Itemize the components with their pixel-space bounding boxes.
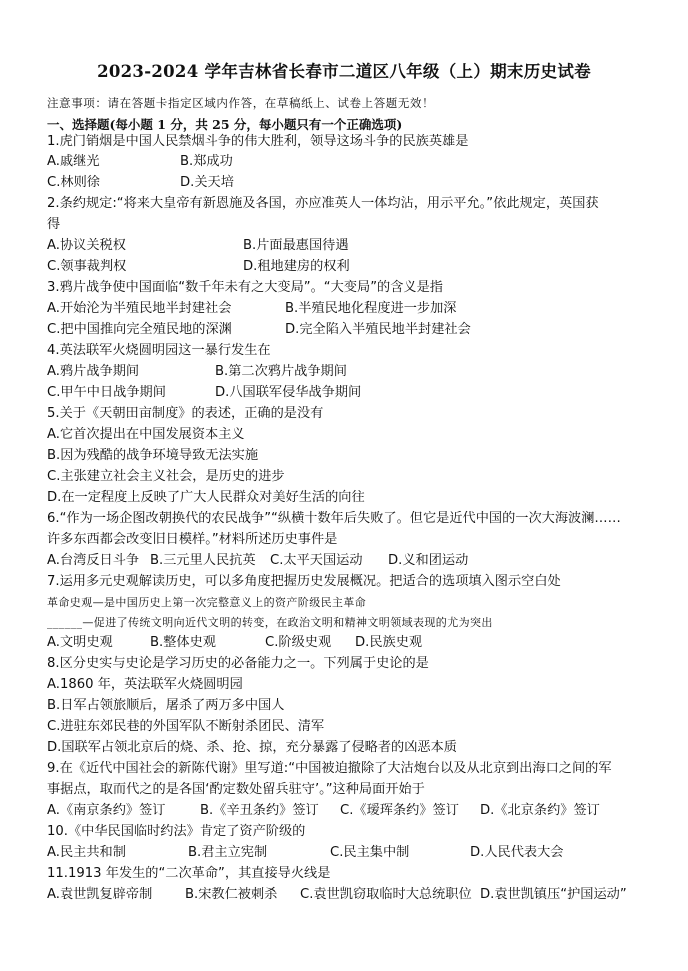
q4-option-a: A.鸦片战争期间 [47,364,140,379]
question-1-stem: 1.虎门销烟是中国人民禁烟斗争的伟大胜利，领导这场斗争的民族英雄是 [47,134,469,149]
q7-option-b: B.整体史观 [150,635,216,650]
q5-option-c: C.主张建立社会主义社会，是历史的进步 [47,469,285,484]
q1-option-b: B.郑成功 [180,154,233,169]
q2-option-b: B.片面最惠国待遇 [243,238,349,253]
question-3-stem: 3.鸦片战争使中国面临“数千年未有之大变局”。“大变局”的含义是指 [47,280,443,295]
q4-option-b: B.第二次鸦片战争期间 [215,364,347,379]
q6-option-d: D.义和团运动 [388,553,469,568]
question-11-stem: 11.1913 年发生的“二次革命”，其直接导火线是 [47,866,331,881]
q10-option-a: A.民主共和制 [47,845,126,860]
q7-option-d: D.民族史观 [355,635,423,650]
question-2-stem-cont: 得 [47,217,61,232]
q1-option-d: D.关天培 [180,175,234,190]
q2-option-c: C.领事裁判权 [47,259,127,274]
q7-option-c: C.阶级史观 [265,635,332,650]
q11-option-a: A.袁世凯复辟帝制 [47,887,153,902]
q4-option-c: C.甲午中日战争期间 [47,385,166,400]
page-title: 2023-2024 学年吉林省长春市二道区八年级（上）期末历史试卷 [97,62,591,81]
q3-option-d: D.完全陷入半殖民地半封建社会 [285,322,471,337]
q6-option-c: C.太平天国运动 [270,553,363,568]
question-9-stem: 9.在《近代中国社会的新陈代谢》里写道:“中国被迫撤除了大沽炮台以及从北京到出海口之间的军 [47,761,612,776]
q3-option-a: A.开始沦为半殖民地半封建社会 [47,301,232,316]
q5-option-b: B.因为残酷的战争环境导致无法实施 [47,448,259,463]
notice-text: 注意事项：请在答题卡指定区域内作答，在草稿纸上、试卷上答题无效！ [47,96,435,110]
question-9-stem-cont: 事据点，取而代之的是各国‘酌定数处留兵驻守’。”这种局面开始于 [47,782,425,797]
q7-figure-line-2: ______—促进了传统文明向近代文明的转变，在政治文明和精神文明领域表现的尤为突出 [47,616,493,629]
q9-option-d: D.《北京条约》签订 [480,803,600,818]
q2-option-d: D.租地建房的权利 [243,259,350,274]
question-10-stem: 10.《中华民国临时约法》肯定了资产阶级的 [47,824,306,839]
question-4-stem: 4.英法联军火烧圆明园这一暴行发生在 [47,343,271,358]
question-6-stem-cont: 许多东西都会改变旧日模样。”材料所述历史事件是 [47,532,338,547]
q1-option-c: C.林则徐 [47,175,100,190]
q10-option-b: B.君主立宪制 [188,845,268,860]
q10-option-c: C.民主集中制 [330,845,410,860]
question-8-stem: 8.区分史实与史论是学习历史的必备能力之一。下列属于史论的是 [47,656,429,671]
q9-option-c: C.《瑷珲条约》签订 [340,803,459,818]
q1-option-a: A.戚继光 [47,154,100,169]
question-5-stem: 5.关于《天朝田亩制度》的表述，正确的是没有 [47,406,324,421]
q3-option-c: C.把中国推向完全殖民地的深渊 [47,322,232,337]
q11-option-d: D.袁世凯镇压“护国运动” [480,887,627,902]
q9-option-b: B.《辛丑条约》签订 [200,803,319,818]
q6-option-a: A.台湾反日斗争 [47,553,140,568]
question-2-stem: 2.条约规定:“将来大皇帝有新恩施及各国，亦应准英人一体均沾，用示平允。”依此规定，英国获 [47,196,599,211]
section-heading: 一、选择题(每小题 1 分，共 25 分，每小题只有一个正确选项) [47,117,403,132]
q9-option-a: A.《南京条约》签订 [47,803,166,818]
q11-option-b: B.宋教仁被刺杀 [185,887,278,902]
q8-option-c: C.进驻东郊民巷的外国军队不断射杀团民、清军 [47,719,325,734]
q7-figure-line-1: 革命史观—是中国历史上第一次完整意义上的资产阶级民主革命 [47,596,367,609]
q10-option-d: D.人民代表大会 [470,845,564,860]
q5-option-a: A.它首次提出在中国发展资本主义 [47,427,245,442]
q4-option-d: D.八国联军侵华战争期间 [215,385,362,400]
q5-option-d: D.在一定程度上反映了广大人民群众对美好生活的向往 [47,490,365,505]
q8-option-d: D.国联军占领北京后的烧、杀、抢、掠，充分暴露了侵略者的凶恶本质 [47,740,457,755]
q8-option-b: B.日军占领旅顺后，屠杀了两万多中国人 [47,698,285,713]
q6-option-b: B.三元里人民抗英 [150,553,256,568]
question-6-stem: 6.“作为一场企图改朝换代的农民战争”“纵横十数年后失败了。但它是近代中国的一次大海波澜…… [47,511,621,526]
q8-option-a: A.1860 年，英法联军火烧圆明园 [47,677,243,692]
q7-option-a: A.文明史观 [47,635,113,650]
q2-option-a: A.协议关税权 [47,238,126,253]
q11-option-c: C.袁世凯窃取临时大总统职位 [300,887,472,902]
question-7-stem: 7.运用多元史观解读历史，可以多角度把握历史发展概况。把适合的选项填入图示空白处 [47,574,561,589]
q3-option-b: B.半殖民地化程度进一步加深 [285,301,457,316]
